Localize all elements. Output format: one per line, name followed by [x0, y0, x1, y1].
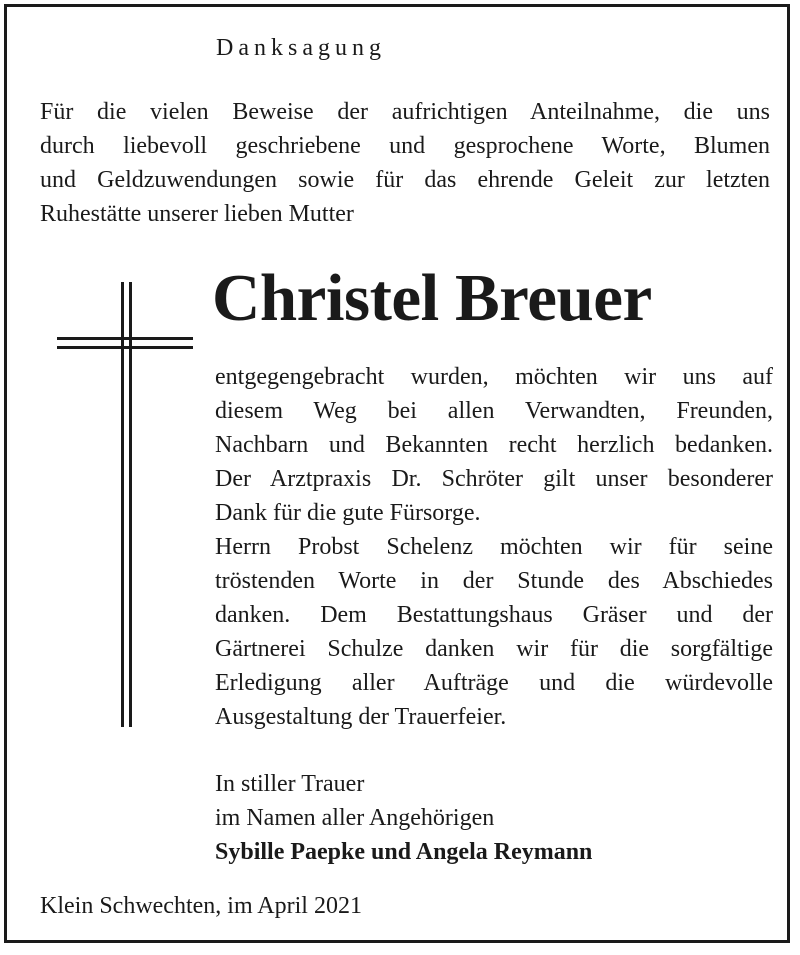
cross-icon [57, 282, 193, 727]
body-line: Erledigung aller Aufträge und die würdevolle [215, 670, 773, 696]
body-line: Gärtnerei Schulze danken wir für die sorgfältige [215, 636, 773, 662]
closing-line: In stiller Trauer [215, 771, 365, 797]
intro-line: durch liebevoll geschriebene und gesprochene Worte, Blumen [40, 133, 770, 159]
intro-paragraph [40, 95, 770, 231]
body-line: Herrn Probst Schelenz möchten wir für seine [215, 534, 773, 560]
closing-block [215, 767, 592, 869]
body-paragraph [215, 360, 773, 734]
body-line: danken. Dem Bestattungshaus Gräser und der [215, 602, 773, 628]
intro-line: Für die vielen Beweise der aufrichtigen Anteilnahme, die uns [40, 99, 770, 125]
deceased-name: Christel Breuer [212, 261, 652, 335]
obituary-card [4, 4, 790, 943]
heading: Danksagung [216, 35, 386, 61]
body-line: tröstenden Worte in der Stunde des Abschiedes [215, 568, 773, 594]
closing-line: im Namen aller Angehörigen [215, 805, 495, 831]
place-date: Klein Schwechten, im April 2021 [40, 893, 362, 919]
intro-line: Ruhestätte unserer lieben Mutter [40, 201, 354, 227]
signatories: Sybille Paepke und Angela Reymann [215, 839, 593, 865]
body-line: Nachbarn und Bekannten recht herzlich bedanken. [215, 432, 773, 458]
body-line: Der Arztpraxis Dr. Schröter gilt unser besonderer [215, 466, 773, 492]
body-line: Ausgestaltung der Trauerfeier. [215, 704, 507, 730]
body-line: diesem Weg bei allen Verwandten, Freunden, [215, 398, 773, 424]
intro-line: und Geldzuwendungen sowie für das ehrende Geleit zur letzten [40, 167, 770, 193]
body-line: entgegengebracht wurden, möchten wir uns auf [215, 364, 773, 390]
body-line: Dank für die gute Fürsorge. [215, 500, 481, 526]
